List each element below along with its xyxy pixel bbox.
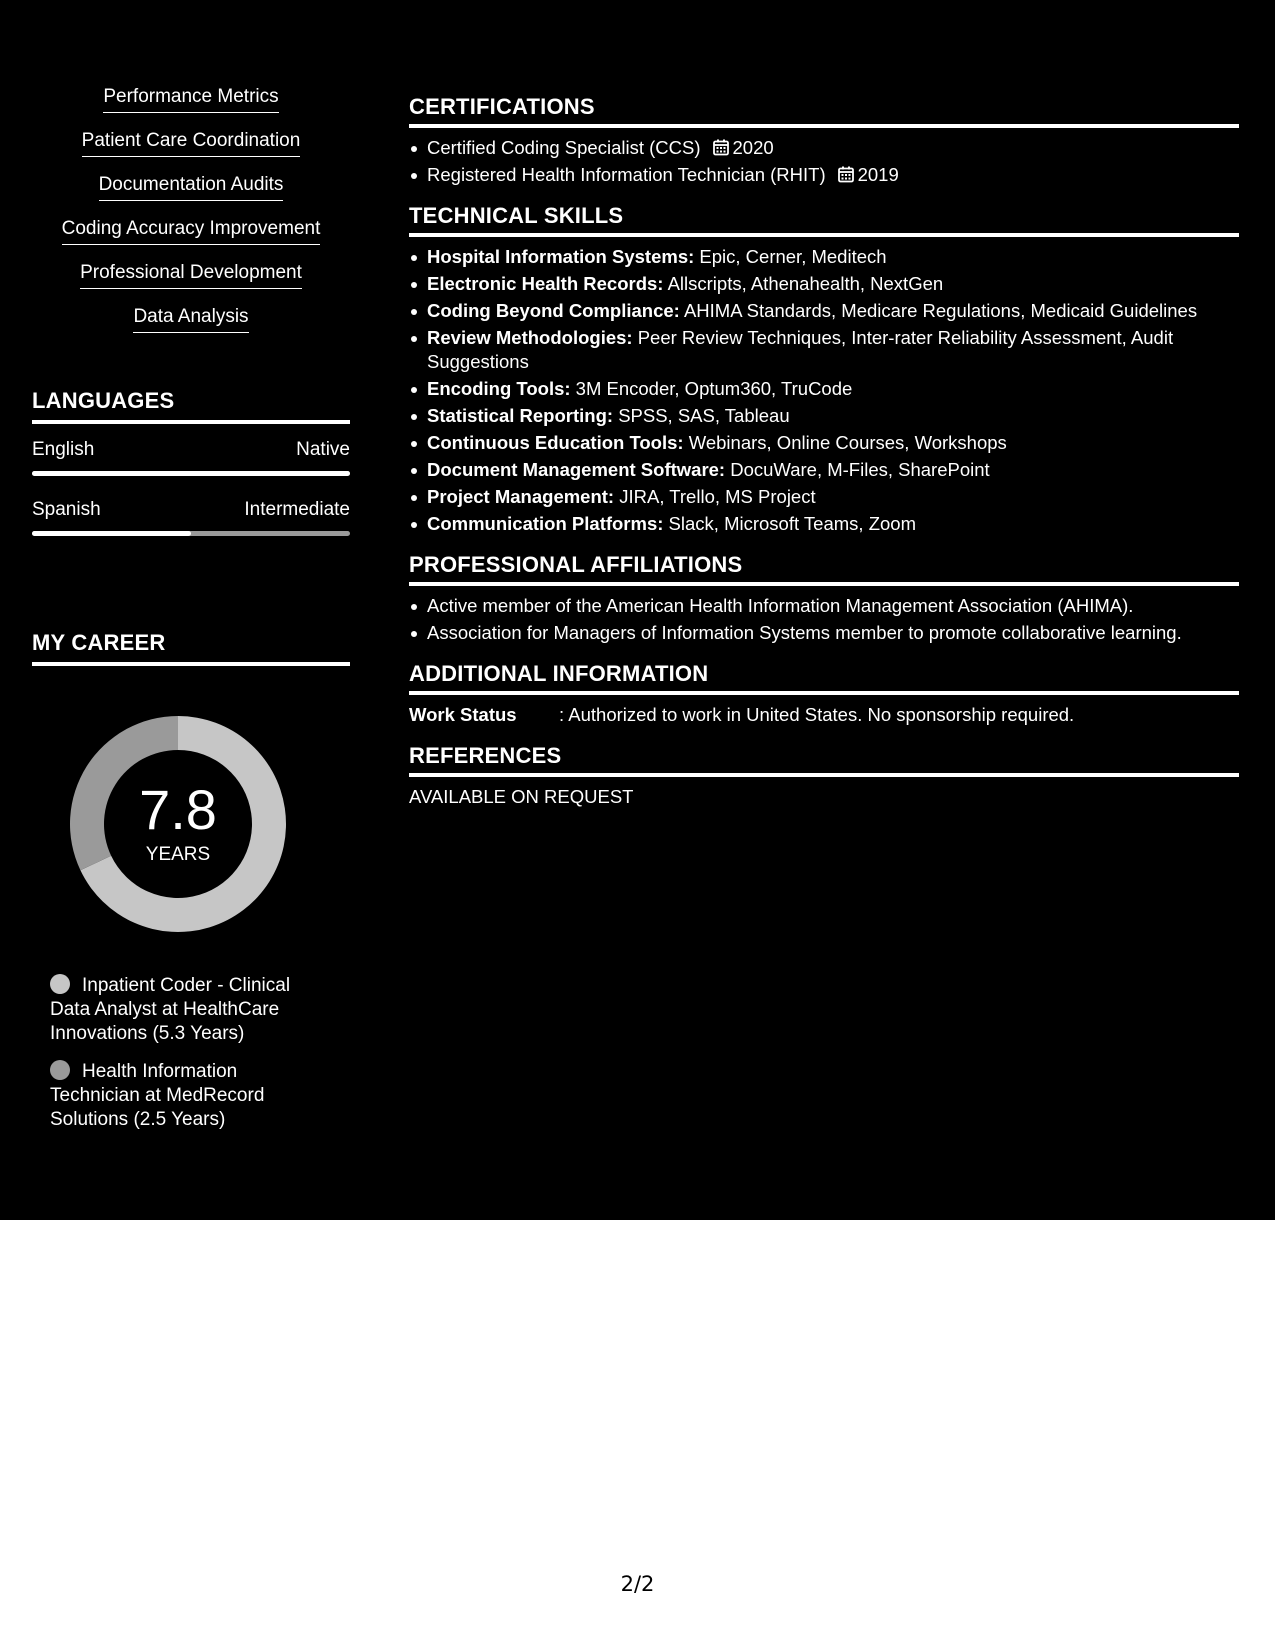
work-status-label: Work Status (409, 704, 517, 725)
technical-skill-value: 3M Encoder, Optum360, TruCode (570, 378, 853, 399)
affiliations-section (409, 552, 1239, 645)
certification-item (427, 136, 1239, 160)
references-text: AVAILABLE ON REQUEST (409, 786, 634, 807)
skill-tag: Patient Care Coordination (82, 128, 301, 157)
languages-heading: LANGUAGES (32, 388, 350, 424)
career-item (50, 1060, 310, 1132)
calendar-icon (713, 139, 729, 156)
technical-skill-item (427, 431, 1239, 455)
additional-information-heading: ADDITIONAL INFORMATION (409, 661, 1239, 695)
career-item (50, 974, 310, 1046)
language-name: English (32, 439, 95, 460)
technical-skill-label: Encoding Tools: (427, 378, 571, 399)
language-level: Intermediate (244, 499, 350, 520)
certification-name: Registered Health Information Technician (RHIT) (427, 164, 826, 185)
technical-skill-value: DocuWare, M-Files, SharePoint (725, 459, 990, 480)
technical-skill-label: Hospital Information Systems: (427, 246, 695, 267)
technical-skill-label: Continuous Education Tools: (427, 432, 684, 453)
technical-skill-item (427, 512, 1239, 536)
technical-skill-label: Document Management Software: (427, 459, 726, 480)
technical-skill-item (427, 404, 1239, 428)
technical-skill-value: AHIMA Standards, Medicare Regulations, Medicaid Guidelines (679, 300, 1198, 321)
technical-skill-value: Allscripts, Athenahealth, NextGen (663, 273, 944, 294)
career-item-text: Health Information Technician at MedRecord Solutions (2.5 Years) (50, 1061, 265, 1130)
technical-skill-label: Communication Platforms: (427, 513, 664, 534)
skill-tag: Performance Metrics (103, 84, 278, 113)
technical-skill-label: Electronic Health Records: (427, 273, 664, 294)
main-column (409, 94, 1239, 825)
technical-skill-item (427, 299, 1239, 323)
technical-skill-value: Slack, Microsoft Teams, Zoom (663, 513, 916, 534)
career-section (32, 630, 350, 1146)
references-section (409, 743, 1239, 809)
language-level: Native (296, 439, 350, 460)
page-number: 2/2 (620, 1572, 655, 1596)
certification-year: 2020 (732, 137, 774, 158)
career-total-years: 7.8 (139, 778, 217, 841)
affiliations-list (409, 594, 1239, 645)
skill-tag: Documentation Audits (99, 172, 284, 201)
technical-skill-item (427, 377, 1239, 401)
work-status-row (409, 703, 1239, 727)
technical-skills-heading: TECHNICAL SKILLS (409, 203, 1239, 237)
technical-skill-item (427, 272, 1239, 296)
skill-tag: Coding Accuracy Improvement (62, 216, 321, 245)
technical-skill-item (427, 245, 1239, 269)
technical-skill-label: Statistical Reporting: (427, 405, 614, 426)
technical-skill-value: SPSS, SAS, Tableau (613, 405, 790, 426)
career-item-text: Inpatient Coder - Clinical Data Analyst at HealthCare Innovations (5.3 Years) (50, 975, 291, 1044)
technical-skill-item (427, 485, 1239, 509)
certifications-section (409, 94, 1239, 187)
references-heading: REFERENCES (409, 743, 1239, 777)
certification-year: 2019 (857, 164, 899, 185)
technical-skill-label: Project Management: (427, 486, 615, 507)
language-item (32, 498, 350, 536)
calendar-icon (838, 166, 854, 183)
technical-skill-label: Coding Beyond Compliance: (427, 300, 680, 321)
career-legend-dot (50, 1060, 70, 1080)
certifications-list (409, 136, 1239, 187)
certifications-heading: CERTIFICATIONS (409, 94, 1239, 128)
affiliation-item: Association for Managers of Information Systems member to promote collaborative learning. (427, 621, 1239, 645)
skill-tags (32, 84, 350, 348)
career-donut-chart (64, 710, 292, 938)
language-item (32, 438, 350, 476)
language-proficiency-fill (32, 531, 191, 536)
additional-information-section (409, 661, 1239, 727)
technical-skill-item (427, 326, 1239, 374)
certification-item (427, 163, 1239, 187)
skill-tag: Professional Development (80, 260, 302, 289)
language-proficiency-bar (32, 531, 350, 536)
technical-skill-value: Peer Review Techniques, Inter-rater Reliability Assessment, Audit Suggestions (427, 327, 1174, 372)
career-heading: MY CAREER (32, 630, 350, 666)
certification-name: Certified Coding Specialist (CCS) (427, 137, 701, 158)
technical-skills-list (409, 245, 1239, 536)
technical-skill-label: Review Methodologies: (427, 327, 633, 348)
technical-skill-value: JIRA, Trello, MS Project (614, 486, 816, 507)
career-total-unit: YEARS (145, 844, 211, 865)
skill-tag: Data Analysis (133, 304, 248, 333)
career-legend-dot (50, 974, 70, 994)
technical-skill-value: Epic, Cerner, Meditech (694, 246, 887, 267)
language-proficiency-bar (32, 471, 350, 476)
affiliation-item: Active member of the American Health Information Management Association (AHIMA). (427, 594, 1239, 618)
technical-skill-value: Webinars, Online Courses, Workshops (683, 432, 1007, 453)
technical-skills-section (409, 203, 1239, 536)
affiliations-heading: PROFESSIONAL AFFILIATIONS (409, 552, 1239, 586)
career-list (32, 974, 310, 1132)
technical-skill-item (427, 458, 1239, 482)
sidebar (32, 84, 350, 1130)
work-status-value: : Authorized to work in United States. No sponsorship required. (559, 704, 1075, 725)
languages-section (32, 388, 350, 536)
language-name: Spanish (32, 499, 101, 520)
language-proficiency-fill (32, 471, 350, 476)
